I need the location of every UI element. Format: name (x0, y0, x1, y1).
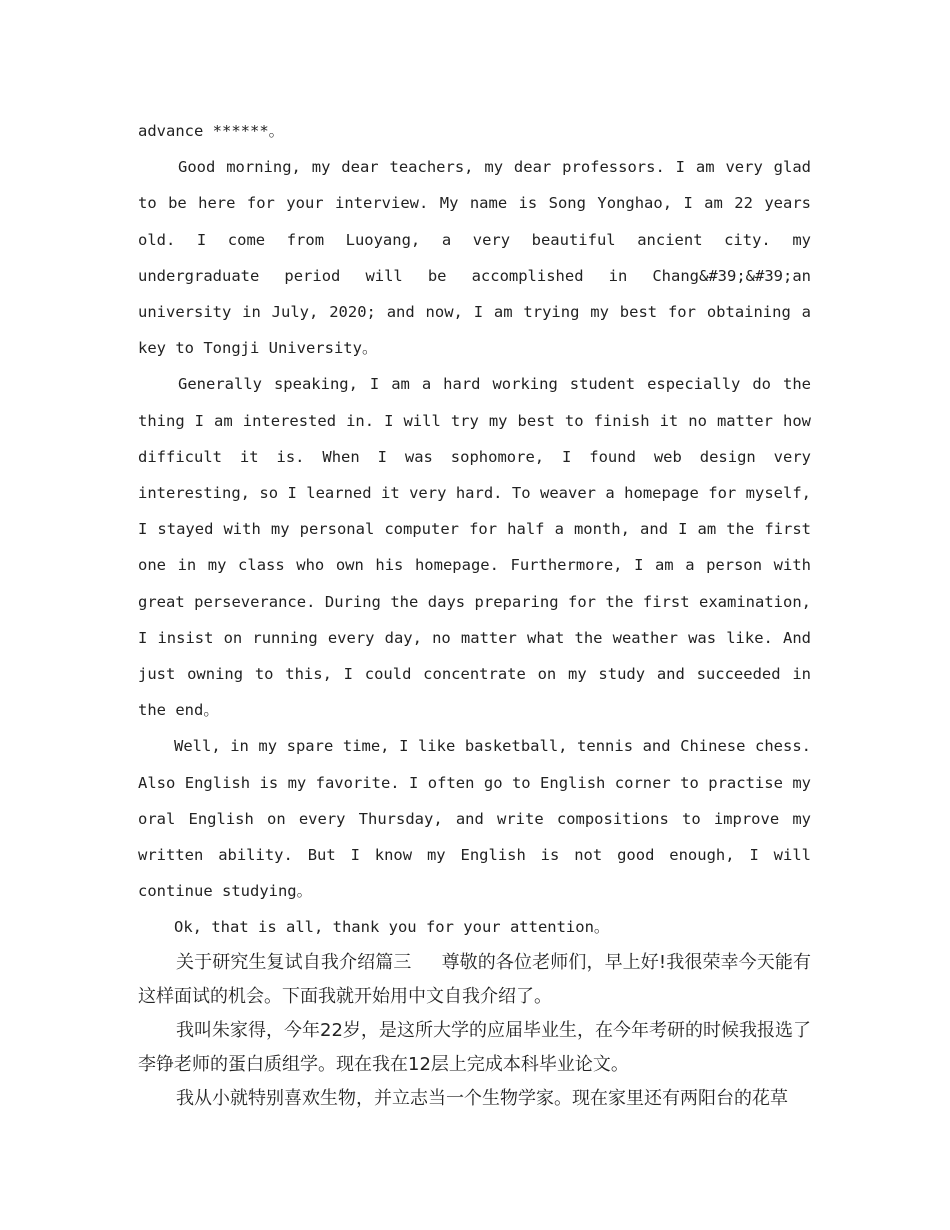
paragraph-zh-intro: 我叫朱家得，今年22岁，是这所大学的应届毕业生，在今年考研的时候我报选了李铮老师的蛋白质组学。现在我在12层上完成本科毕业论文。 (138, 1019, 811, 1075)
paragraph-section-three (138, 946, 811, 1014)
section-intro: 尊敬的各位老师们，早上好!我很荣幸今天能有这样面试的机会。下面我就开始用中文自我介绍了。 (138, 951, 812, 1007)
paragraph-continuation: advance ******。 (138, 122, 285, 140)
paragraph-personality: Generally speaking, I am a hard working student especially do the thing I am interested in. I will try my best to finish it no matter how difficult it is. When I was sophomore, I found web design very interesting, so I learned it very hard. To weaver a homepage for myself, I stayed with my personal computer for half a month, and I am the first one in my class who own his homepage. Furthermore, I am a person with great perseverance. During the days preparing for the first examination, I insist on running every day, no matter what the weather was like. And just owning to this, I could concentrate on my study and succeeded in the end。 (138, 375, 811, 720)
document-page (138, 113, 811, 1116)
paragraph-closing: Ok, that is all, thank you for your attention。 (174, 918, 610, 937)
paragraph-zh-biology: 我从小就特别喜欢生物，并立志当一个生物学家。现在家里还有两阳台的花草 (176, 1087, 788, 1109)
section-heading: 关于研究生复试自我介绍篇三 (176, 951, 412, 973)
paragraph-hobbies: Well, in my spare time, I like basketball, tennis and Chinese chess. Also English is my favorite. I often go to English corner to practise my oral English on every Thursday, and write compositions to improve my written ability. But I know my English is not good enough, I will continue studying。 (138, 737, 811, 901)
paragraph-greeting: Good morning, my dear teachers, my dear professors. I am very glad to be here for your interview. My name is Song Yonghao, I am 22 years old. I come from Luoyang, a very beautiful ancient city. my undergraduate period will be accomplished in Chang&#39;&#39;an university in July, 2020; and now, I am trying my best for obtaining a key to Tongji University。 (138, 158, 811, 358)
